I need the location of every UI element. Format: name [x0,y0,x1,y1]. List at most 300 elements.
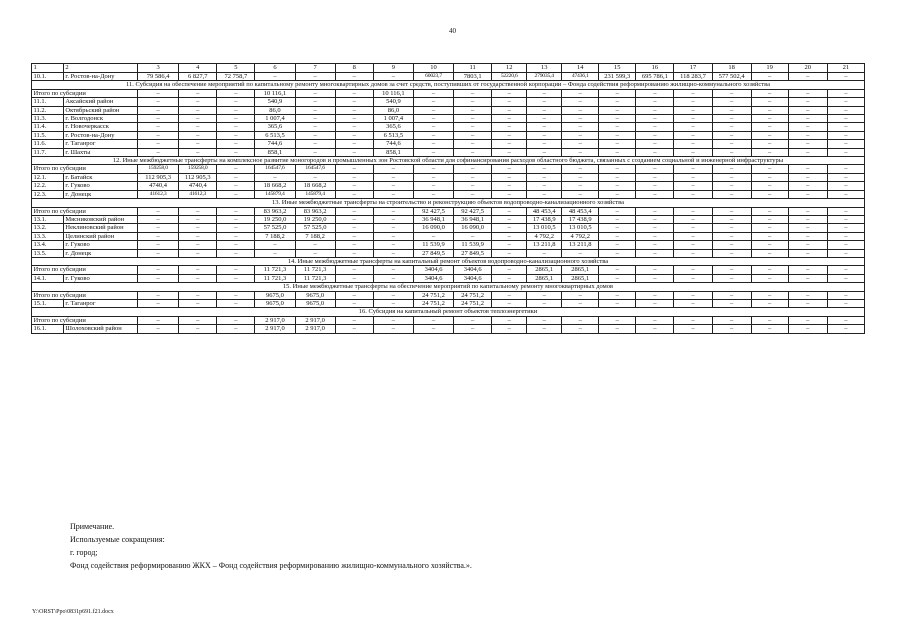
table-cell: – [636,148,674,156]
note-title: Примечание. [70,522,115,531]
column-number: 17 [674,64,712,73]
table-cell: – [562,115,599,123]
table-cell: – [712,207,751,215]
table-cell: 24 751,2 [413,299,453,307]
table-cell: – [636,173,674,181]
table-cell: – [636,241,674,249]
table-row [32,115,865,123]
table-cell: – [138,274,179,282]
table-cell: – [138,291,179,299]
table-cell: 83 963,2 [255,207,295,215]
table-cell: – [827,131,864,139]
table-cell: – [751,241,788,249]
municipality-name: Мясниковский район [63,215,137,223]
column-number: 6 [255,64,295,73]
table-cell: – [712,299,751,307]
table-cell: 86,0 [373,106,413,114]
table-cell: 2865,1 [562,274,599,282]
table-cell: 164547,6 [295,165,335,173]
table-cell: – [179,131,217,139]
table-cell: – [788,316,827,324]
table-cell: – [527,316,562,324]
row-number: 11.4. [32,123,64,131]
table-cell: – [335,224,373,232]
table-cell: 2865,1 [562,266,599,274]
table-cell: – [492,89,527,97]
table-cell: – [413,190,453,198]
table-cell: – [674,215,712,223]
table-cell: 18 668,2 [255,182,295,190]
table-cell: – [179,98,217,106]
table-cell: – [179,274,217,282]
table-cell: – [562,316,599,324]
table-cell: – [492,266,527,274]
table-cell: – [492,190,527,198]
table-cell: – [527,291,562,299]
section-heading: 13. Иные межбюджетные трансферты на строительство и реконструкцию объектов водопроводно-канализационного хозяйства [32,199,865,207]
table-cell: – [674,266,712,274]
table-cell: – [413,140,453,148]
table-cell: – [599,299,636,307]
table-cell: – [217,89,255,97]
column-number: 19 [751,64,788,73]
table-cell: – [827,98,864,106]
table-cell: 24 751,2 [454,299,492,307]
row-number: 13.5. [32,249,64,257]
table-cell: – [788,98,827,106]
table-cell: – [217,182,255,190]
table-cell: – [751,291,788,299]
table-cell: – [492,106,527,114]
table-cell: – [138,98,179,106]
table-cell: 695 786,1 [636,73,674,81]
table-cell: – [712,140,751,148]
table-cell: – [295,115,335,123]
table-row [32,173,865,181]
table-cell: – [751,207,788,215]
table-cell: 41612,3 [179,190,217,198]
column-number: 1 [32,64,64,73]
table-cell: 27 849,5 [454,249,492,257]
table-cell: 57 525,0 [295,224,335,232]
table-cell: – [373,232,413,240]
row-number: 13.1. [32,215,64,223]
municipality-name: Аксайский район [63,98,137,106]
table-cell: – [335,190,373,198]
table-cell: – [751,140,788,148]
table-cell: 118 283,7 [674,73,712,81]
row-number: 13.2. [32,224,64,232]
table-cell: – [527,182,562,190]
table-cell: – [712,131,751,139]
municipality-name: г. Гуково [63,274,137,282]
table-cell: – [217,274,255,282]
table-cell: – [335,232,373,240]
note-abbrev-city: г. город; [70,548,98,557]
table-cell: – [827,115,864,123]
table-cell: – [712,241,751,249]
table-cell: – [492,224,527,232]
table-cell: – [751,89,788,97]
municipality-name: Целинский район [63,232,137,240]
table-cell: 72 758,7 [217,73,255,81]
table-cell: – [335,316,373,324]
table-cell: – [788,140,827,148]
table-cell: – [751,165,788,173]
table-cell: – [674,140,712,148]
table-cell: – [788,325,827,333]
table-cell: – [599,98,636,106]
table-cell: 2 917,0 [295,316,335,324]
table-cell: – [788,190,827,198]
section-heading: 12. Иные межбюджетные трансферты на комплексное развитие моногородов и промышленных зон Ростовской области для софинансирования расходов областного бюджета, связанных с созданием социальной и инженерной инфраструктуры [32,157,865,165]
section-heading: 14. Иные межбюджетные трансферты на капитальный ремонт объектов водопроводно-канализационного хозяйства [32,257,865,265]
table-cell: 4740,4 [179,182,217,190]
table-cell: 17 438,9 [527,215,562,223]
table-cell: – [373,316,413,324]
table-cell: – [217,115,255,123]
table-cell: 24 751,2 [454,291,492,299]
column-number: 9 [373,64,413,73]
table-cell: 858,1 [255,148,295,156]
table-cell: – [335,115,373,123]
table-cell: 13 010,5 [527,224,562,232]
section-heading: 15. Иные межбюджетные трансферты на обеспечение мероприятий по капитальному ремонту многоквартирных домов [32,283,865,291]
table-cell: – [788,241,827,249]
row-number: 16.1. [32,325,64,333]
table-cell: – [599,241,636,249]
table-cell: – [413,89,453,97]
row-number: 10.1. [32,73,64,81]
table-cell: – [788,215,827,223]
table-cell: – [138,299,179,307]
table-cell: – [712,123,751,131]
table-cell: – [373,266,413,274]
table-cell: 159258,0 [179,165,217,173]
row-number: 11.3. [32,115,64,123]
table-cell: – [751,232,788,240]
table-cell: – [562,173,599,181]
table-cell: – [599,89,636,97]
table-cell: – [712,190,751,198]
table-cell: – [788,224,827,232]
table-cell: – [492,215,527,223]
table-cell: 231 599,3 [599,73,636,81]
table-cell: – [179,115,217,123]
column-number: 5 [217,64,255,73]
table-cell: – [255,241,295,249]
table-cell: – [751,173,788,181]
table-row [32,131,865,139]
table-cell: – [492,291,527,299]
column-number: 16 [636,64,674,73]
table-cell: – [413,106,453,114]
table-cell: 9675,0 [255,299,295,307]
table-cell: – [217,266,255,274]
table-cell: – [788,165,827,173]
table-cell: – [373,207,413,215]
column-number: 3 [138,64,179,73]
table-row [32,123,865,131]
table-row [32,182,865,190]
table-cell: – [674,291,712,299]
section-heading-row [32,81,865,89]
table-cell: – [295,241,335,249]
table-cell: – [295,106,335,114]
subsidy-total-row [32,316,865,324]
table-cell: – [827,249,864,257]
table-cell: – [788,266,827,274]
table-cell: 92 427,5 [413,207,453,215]
table-cell: – [492,325,527,333]
table-cell: – [217,215,255,223]
table-cell: – [295,148,335,156]
table-cell: 10 116,1 [255,89,295,97]
table-cell: – [636,190,674,198]
row-number: 15.1. [32,299,64,307]
table-cell: – [712,224,751,232]
table-cell: 3404,6 [413,266,453,274]
table-cell: – [674,98,712,106]
table-cell: – [599,291,636,299]
note-abbrev-heading: Используемые сокращения: [70,535,165,544]
section-heading-row [32,157,865,165]
table-cell: – [413,131,453,139]
table-cell: 9675,0 [295,291,335,299]
table-cell: – [636,316,674,324]
table-row [32,190,865,198]
table-cell: – [413,115,453,123]
table-cell: – [827,241,864,249]
table-cell: – [527,325,562,333]
table-cell: 7 188,2 [255,232,295,240]
municipality-name: г. Донецк [63,190,137,198]
table-cell: – [413,182,453,190]
table-cell: – [636,249,674,257]
table-cell: – [674,207,712,215]
table-cell: – [492,148,527,156]
table-cell: 540,9 [255,98,295,106]
row-number: 11.2. [32,106,64,114]
table-cell: – [788,89,827,97]
table-cell: – [454,232,492,240]
table-cell: – [599,249,636,257]
table-cell: – [674,274,712,282]
table-cell: 1 007,4 [255,115,295,123]
table-cell: – [335,182,373,190]
table-cell: 13 010,5 [562,224,599,232]
table-cell: – [751,274,788,282]
table-cell: – [636,215,674,223]
column-number: 18 [712,64,751,73]
table-cell: – [562,106,599,114]
table-cell: – [827,89,864,97]
table-cell: – [751,115,788,123]
table-cell: – [674,173,712,181]
table-cell: – [788,115,827,123]
table-cell: – [636,131,674,139]
table-cell: – [335,299,373,307]
table-cell: – [751,148,788,156]
table-cell: – [179,148,217,156]
table-cell: – [138,215,179,223]
table-cell: – [674,165,712,173]
table-cell: – [712,173,751,181]
table-cell: – [562,140,599,148]
table-cell: 540,9 [373,98,413,106]
table-cell: 27 849,5 [413,249,453,257]
table-cell: – [454,316,492,324]
row-number: 12.1. [32,173,64,181]
table-cell: – [335,266,373,274]
table-cell: – [217,224,255,232]
table-cell: – [599,274,636,282]
table-cell: – [492,182,527,190]
table-cell: 4740,4 [138,182,179,190]
table-cell: – [827,123,864,131]
table-cell: – [674,232,712,240]
table-cell: – [138,316,179,324]
table-cell: – [179,291,217,299]
table-cell: – [751,106,788,114]
municipality-name: г. Ростов-на-Дону [63,131,137,139]
table-cell: – [373,73,413,81]
table-cell: – [712,316,751,324]
subsidy-total-row [32,165,865,173]
table-cell: – [217,123,255,131]
table-cell: 48 453,4 [562,207,599,215]
table-cell: – [712,115,751,123]
table-cell: 24 751,2 [413,291,453,299]
table-cell: – [179,207,217,215]
table-cell: – [599,316,636,324]
table-cell: 2 917,0 [255,325,295,333]
table-cell: 3404,6 [454,266,492,274]
table-cell: – [751,325,788,333]
table-cell: – [138,106,179,114]
table-cell: – [373,325,413,333]
row-number: 14.1. [32,274,64,282]
section-heading: 16. Субсидия на капитальный ремонт объектов теплоэнергетики [32,308,865,316]
table-cell: – [751,215,788,223]
budget-table [31,63,865,334]
subsidy-total-row [32,266,865,274]
table-cell: – [492,316,527,324]
table-cell: – [492,115,527,123]
table-cell: – [492,249,527,257]
table-row [32,241,865,249]
table-cell: – [636,232,674,240]
table-cell: – [827,299,864,307]
table-cell: – [179,316,217,324]
table-cell: – [599,232,636,240]
table-cell: – [751,299,788,307]
table-cell: – [295,249,335,257]
table-cell: – [599,123,636,131]
section-heading-row [32,308,865,316]
table-cell: – [751,98,788,106]
table-cell: – [335,173,373,181]
table-cell: – [827,73,864,81]
table-cell: – [217,190,255,198]
table-cell: – [636,266,674,274]
table-cell: – [492,274,527,282]
table-cell: 11 721,3 [295,266,335,274]
table-row [32,249,865,257]
table-cell: – [335,89,373,97]
table-cell: 164547,6 [255,165,295,173]
table-cell: – [335,106,373,114]
table-cell: – [217,140,255,148]
table-cell: – [373,165,413,173]
municipality-name: г. Ростов-на-Дону [63,73,137,81]
subsidy-total-row [32,207,865,215]
table-cell: 2 917,0 [255,316,295,324]
table-cell: – [217,325,255,333]
table-cell: – [751,266,788,274]
table-cell: – [674,115,712,123]
table-cell: – [373,291,413,299]
row-number: 13.4. [32,241,64,249]
table-cell: – [179,123,217,131]
column-number: 8 [335,64,373,73]
table-cell: 4 792,2 [527,232,562,240]
table-cell: – [527,148,562,156]
table-cell: – [636,182,674,190]
table-cell: – [217,98,255,106]
table-cell: – [454,140,492,148]
table-cell: – [827,325,864,333]
column-number: 4 [179,64,217,73]
table-cell: – [712,274,751,282]
table-cell: – [255,249,295,257]
table-cell: – [454,106,492,114]
table-cell: 47436,1 [562,73,599,81]
table-cell: – [599,165,636,173]
municipality-name: г. Таганрог [63,140,137,148]
table-cell: – [492,123,527,131]
table-cell: – [373,249,413,257]
table-cell: 16 090,0 [454,224,492,232]
table-cell: – [454,173,492,181]
table-cell: – [788,123,827,131]
table-cell: 19 250,0 [295,215,335,223]
table-cell: – [413,123,453,131]
table-cell: 159258,0 [138,165,179,173]
total-label: Итого по субсидии [32,316,138,324]
table-cell: – [492,98,527,106]
table-cell: – [788,182,827,190]
row-number: 12.3. [32,190,64,198]
municipality-name: г. Шахты [63,148,137,156]
table-cell: 48 453,4 [527,207,562,215]
table-cell: 858,1 [373,148,413,156]
table-cell: – [751,224,788,232]
table-cell: – [636,274,674,282]
table-cell: – [527,165,562,173]
municipality-name: г. Волгодонск [63,115,137,123]
table-cell: – [788,148,827,156]
table-cell: – [599,148,636,156]
table-cell: – [562,148,599,156]
table-cell: – [295,131,335,139]
table-cell: – [492,173,527,181]
table-cell: 577 502,4 [712,73,751,81]
table-cell: – [492,165,527,173]
column-number: 7 [295,64,335,73]
table-cell: – [335,131,373,139]
table-cell: – [217,106,255,114]
